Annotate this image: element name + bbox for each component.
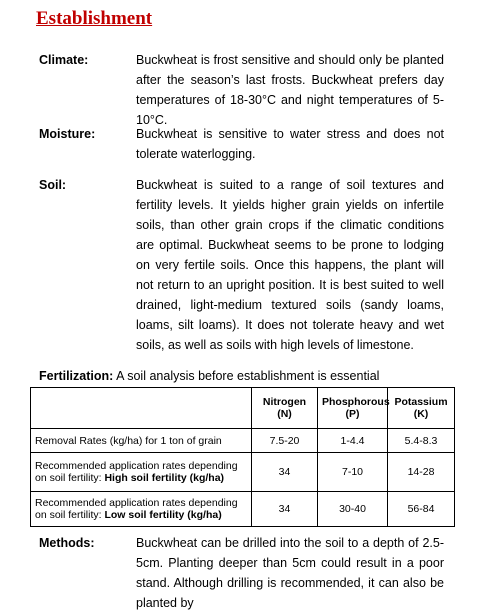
- row-label-text: Removal Rates (kg/ha) for 1 ton of grain: [35, 434, 222, 447]
- table-cell: 7.5-20: [252, 429, 318, 453]
- table-cell: 14-28: [388, 453, 455, 492]
- table-row-label: [31, 453, 252, 492]
- section-label: Climate:: [39, 53, 89, 67]
- table-row-label: [31, 492, 252, 527]
- table-cell: 34: [252, 453, 318, 492]
- table-cell: 1-4.4: [318, 429, 388, 453]
- section-label: Soil:: [39, 178, 67, 192]
- table-cell: 5.4-8.3: [388, 429, 455, 453]
- table-cell: 7-10: [318, 453, 388, 492]
- fertilization-line: [39, 368, 379, 384]
- table-header-cell: Nitrogen (N): [252, 388, 318, 429]
- nutrient-table: [30, 387, 455, 527]
- fertilization-label: Fertilization:: [39, 369, 114, 383]
- row-label-text: Recommended application rates depending on soil fertility:: [35, 460, 238, 484]
- page-title: Establishment: [36, 8, 153, 29]
- section-label: Methods:: [39, 536, 95, 550]
- table-row: [31, 492, 455, 527]
- row-label-bold: High soil fertility (kg/ha): [104, 472, 225, 484]
- table-row: [31, 429, 455, 453]
- table-row-label: [31, 429, 252, 453]
- row-label-bold: Low soil fertility (kg/ha): [104, 509, 222, 521]
- table-cell: 56-84: [388, 492, 455, 527]
- section-text: Buckwheat is suited to a range of soil textures and fertility levels. It yields higher grain yields on infertile soils, than other grain crops if the climatic conditions are optimal. Buckwheat seems to be prone to lodging on very fertile soils. Once this happens, the plant will not return to an upright position. It is best suited to well drained, light-medium textured soils (sandy loams, loams, silt loams). It does not tolerate heavy and wet soils, as well as soils with high levels of limestone.: [136, 178, 444, 352]
- table-row: [31, 453, 455, 492]
- table-cell: 34: [252, 492, 318, 527]
- fertilization-note: A soil analysis before establishment is essential: [116, 369, 380, 383]
- section-text: Buckwheat is frost sensitive and should only be planted after the season’s last frosts. Buckwheat prefers day temperatures of 18-30°C and night temperatures of 5-10°C.: [136, 53, 444, 127]
- row-label-text: Recommended application rates depending on soil fertility:: [35, 497, 238, 521]
- table-header-row: [31, 388, 455, 429]
- section-label: Moisture:: [39, 127, 96, 141]
- section-text: Buckwheat is sensitive to water stress and does not tolerate waterlogging.: [136, 127, 444, 161]
- table-cell: 30-40: [318, 492, 388, 527]
- table-header-cell: [31, 388, 252, 429]
- table-header-cell: Phosphorous (P): [318, 388, 388, 429]
- table-header-cell: Potassium (K): [388, 388, 455, 429]
- section-text: Buckwheat can be drilled into the soil to a depth of 2.5-5cm. Planting deeper than 5cm could result in a poor stand. Although drilling is recommended, it can also be planted by: [136, 536, 444, 610]
